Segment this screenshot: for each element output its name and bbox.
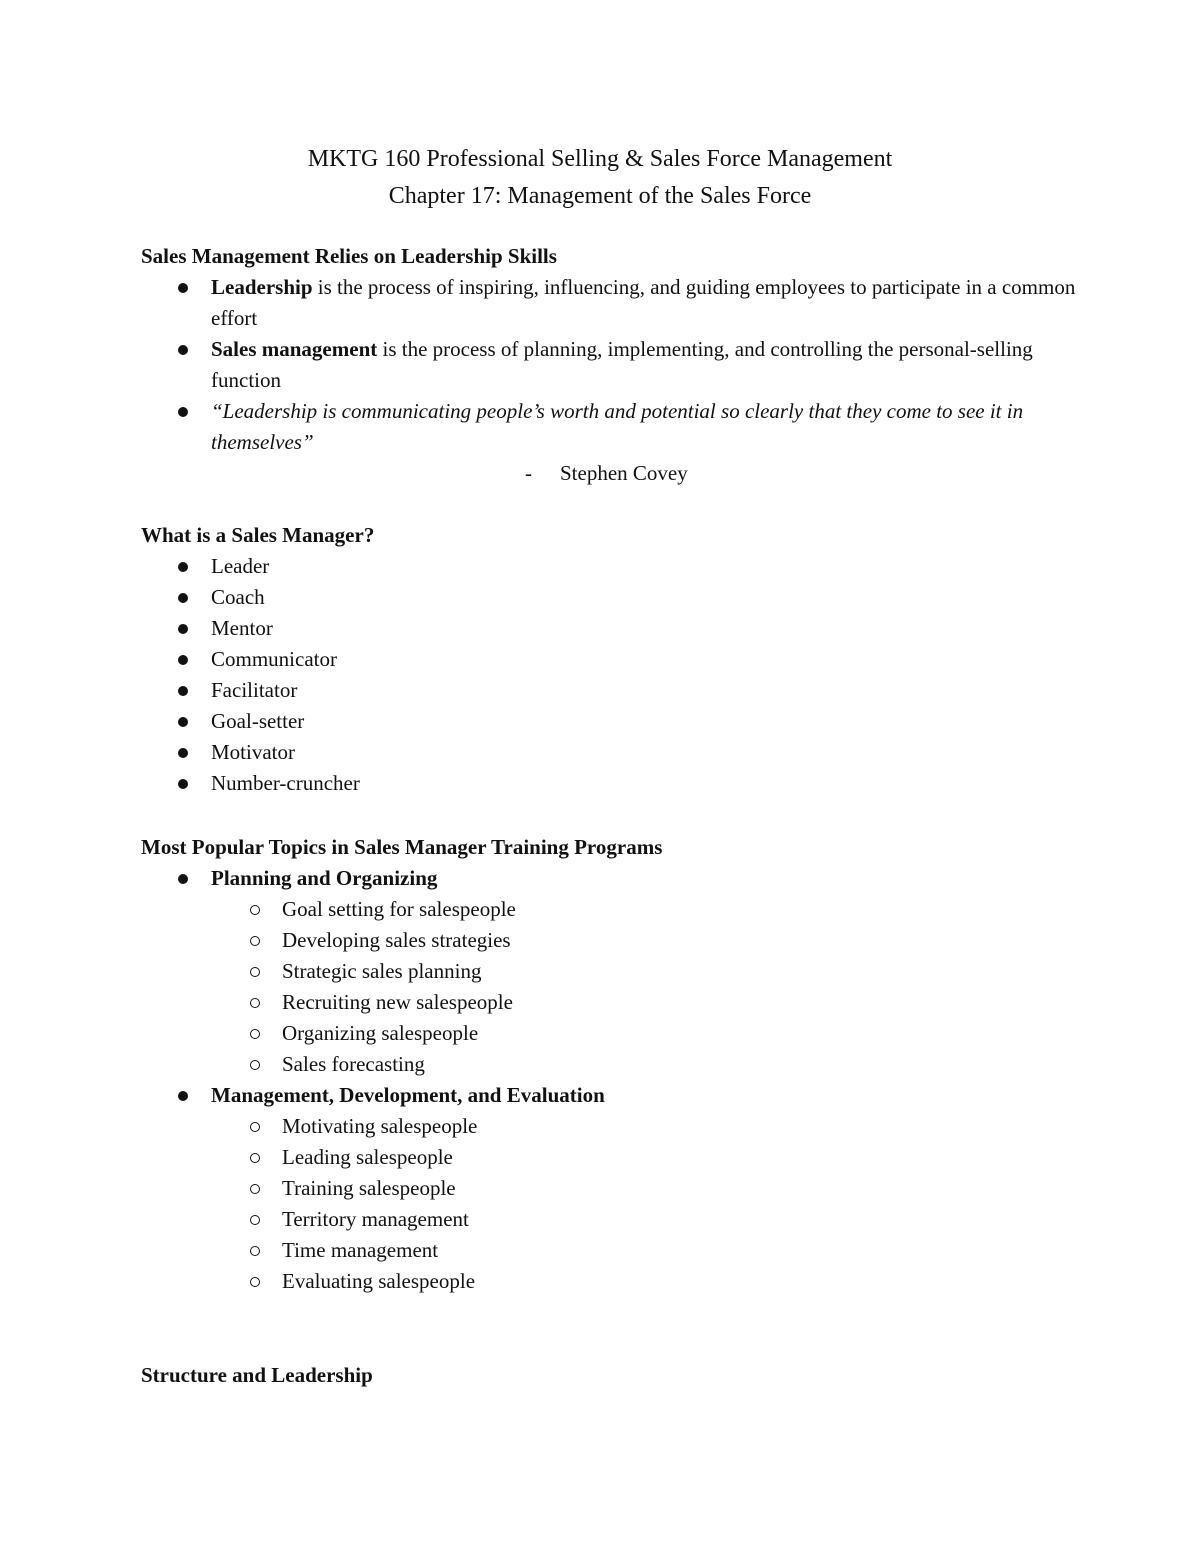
bullet-dot-icon [178,582,188,613]
topic-label: Leading salespeople [282,1145,453,1169]
topic-label: Developing sales strategies [282,928,511,952]
bullet-circle-icon [250,1018,260,1049]
topic-label: Goal setting for salespeople [282,897,516,921]
bullet-dot-icon [178,863,188,894]
bullet-circle-icon [250,1111,260,1142]
section-heading: Structure and Leadership [141,1363,373,1387]
topic-label: Territory management [282,1207,469,1231]
topic-label: Strategic sales planning [282,959,482,983]
list-item [141,1049,1081,1080]
list-item [141,1018,1081,1049]
bullet-circle-icon [250,987,260,1018]
topic-group [141,863,1081,894]
section-heading: Most Popular Topics in Sales Manager Training Programs [141,835,663,859]
quote-text: “Leadership is communicating people’s worth and potential so clearly that they come to see it in themselves” [211,399,1024,454]
bullet-circle-icon [250,1142,260,1173]
role-label: Coach [211,585,265,609]
topic-label: Organizing salespeople [282,1021,479,1045]
list-item [141,1142,1081,1173]
attribution-author: Stephen Covey [560,461,688,485]
topic-group [141,1080,1081,1111]
list-item [141,737,1081,768]
role-label: Motivator [211,740,295,764]
quote-attribution [141,458,1081,489]
topic-label: Evaluating salespeople [282,1269,476,1293]
bullet-dot-icon [178,613,188,644]
bullet-circle-icon [250,1235,260,1266]
list-item [141,582,1081,613]
section-structure [141,1360,1081,1391]
bullet-dot-icon [178,706,188,737]
document-title [0,141,1200,215]
list-item [141,894,1081,925]
manager-roles-list [141,551,1081,799]
bullet-circle-icon [250,925,260,956]
list-item [141,396,1081,458]
role-label: Number-cruncher [211,771,360,795]
list-item [141,1173,1081,1204]
definition-text: is the process of planning, implementing, and controlling the personal-selling function [211,337,1033,392]
section-leadership [141,241,1081,489]
topic-label: Training salespeople [282,1176,456,1200]
list-item [141,706,1081,737]
topic-label: Sales forecasting [282,1052,425,1076]
role-label: Communicator [211,647,337,671]
role-label: Mentor [211,616,273,640]
bullet-dot-icon [178,396,188,427]
topic-group-label: Planning and Organizing [211,866,438,890]
section-sales-manager [141,520,1081,799]
list-item [141,768,1081,799]
topics-list [141,863,1081,1297]
bullet-dot-icon [178,334,188,365]
topic-label: Recruiting new salespeople [282,990,513,1014]
term-leadership: Leadership [211,275,313,299]
bullet-dot-icon [178,768,188,799]
list-item [141,613,1081,644]
bullet-circle-icon [250,956,260,987]
section-heading: Sales Management Relies on Leadership Skills [141,244,557,268]
role-label: Goal-setter [211,709,305,733]
list-item [141,956,1081,987]
chapter-title: Chapter 17: Management of the Sales Force [388,183,812,209]
topic-label: Motivating salespeople [282,1114,478,1138]
bullet-dot-icon [178,644,188,675]
list-item [141,1266,1081,1297]
definition-text: is the process of inspiring, influencing, and guiding employees to participate in a common effort [211,275,1076,330]
course-title: MKTG 160 Professional Selling & Sales Force Management [307,146,893,172]
leadership-list [141,272,1081,458]
term-sales-management: Sales management [211,337,378,361]
list-item [141,987,1081,1018]
list-item [141,272,1081,334]
bullet-dot-icon [178,272,188,303]
list-item [141,551,1081,582]
list-item [141,925,1081,956]
section-heading: What is a Sales Manager? [141,523,375,547]
topic-label: Time management [282,1238,439,1262]
bullet-circle-icon [250,1266,260,1297]
bullet-dot-icon [178,551,188,582]
bullet-dot-icon [178,1080,188,1111]
bullet-dot-icon [178,675,188,706]
list-item [141,1111,1081,1142]
bullet-dot-icon [178,737,188,768]
bullet-circle-icon [250,1204,260,1235]
list-item [141,675,1081,706]
list-item [141,1204,1081,1235]
section-training-topics [141,832,1081,1297]
topic-group-label: Management, Development, and Evaluation [211,1083,605,1107]
list-item [141,644,1081,675]
bullet-circle-icon [250,1049,260,1080]
list-item [141,334,1081,396]
bullet-circle-icon [250,894,260,925]
role-label: Leader [211,554,270,578]
attribution-dash: - [525,461,532,485]
bullet-circle-icon [250,1173,260,1204]
role-label: Facilitator [211,678,298,702]
list-item [141,1235,1081,1266]
